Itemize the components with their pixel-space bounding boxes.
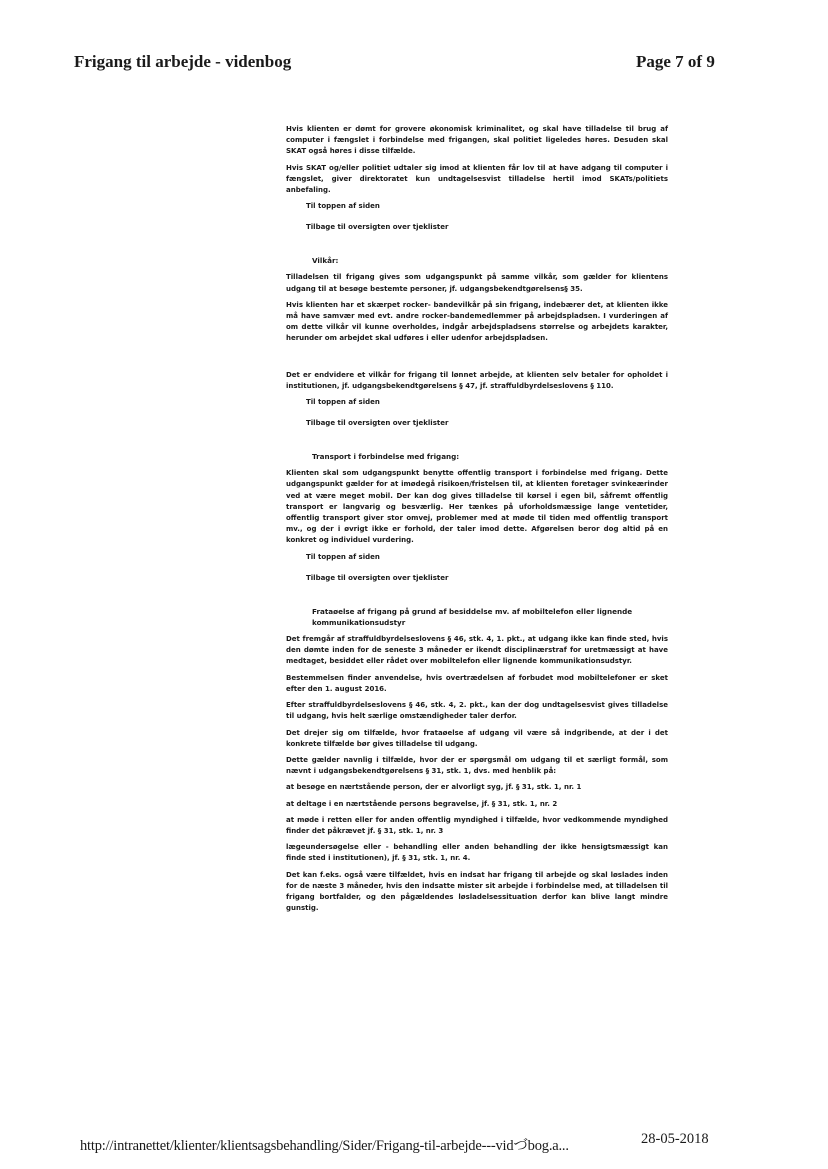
paragraph: Dette gælder navnlig i tilfælde, hvor der er spørgsmål om udgang til et særligt formål, som nævnt i udgangsbekendtgørelsens § 31, stk. 1, dvs. med henblik på: xyxy=(286,755,668,776)
document-title: Frigang til arbejde - videnbog xyxy=(74,52,292,71)
section-heading-fratagelse: Frataøelse af frigang på grund af besiddelse mv. af mobiltelefon eller lignende kommunikationsudstyr xyxy=(312,606,633,627)
footer-date: 28-05-2018 xyxy=(641,1131,709,1147)
link-to-top[interactable]: Til toppen af siden xyxy=(306,552,380,561)
paragraph: Det er endvidere et vilkår for frigang til lønnet arbejde, at klienten selv betaler for opholdet i institutionen, jf. udgangsbekendtgørelsens § 47, jf. straffuldbyrdelseslovens § 110. xyxy=(286,370,668,390)
link-back-to-overview[interactable]: Tilbage til oversigten over tjeklister xyxy=(306,419,449,428)
paragraph: Det fremgår af straffuldbyrdelseslovens § 46, stk. 4, 1. pkt., at udgang ikke kan finde sted, hvis den dømte inden for de seneste 3 måneder er ikendt disciplinærstraf for uretmæssigt at have medtaget, besiddet eller rådet over mobiltelefon eller lignende kommunikationsudstyr. xyxy=(286,635,668,666)
link-to-top[interactable]: Til toppen af siden xyxy=(306,202,380,211)
paragraph: Efter straffuldbyrdelseslovens § 46, stk. 4, 2. pkt., kan der dog undtagelsesvist gives tilladelse til udgang, hvis helt særlige omstændigheder taler derfor. xyxy=(286,701,668,721)
list-item: at deltage i en nærtstående persons begravelse, jf. § 31, stk. 1, nr. 2 xyxy=(286,799,558,808)
list-item: at møde i retten eller for anden offentlig myndighed i tilfælde, hvor vedkommende myndighed finder det påkrævet jf. § 31, stk. 1, nr. 3 xyxy=(286,815,668,835)
list-item: lægeundersøgelse eller - behandling eller anden behandling der ikke hensigtsmæssigt kan finde sted i institutionen), jf. § 31, stk. 1, nr. 4. xyxy=(286,843,668,863)
page-number: Page 7 of 9 xyxy=(636,52,715,71)
link-to-top[interactable]: Til toppen af siden xyxy=(306,398,380,407)
section-heading-transport: Transport i forbindelse med frigang: xyxy=(312,452,460,462)
paragraph: Hvis klienten er dømt for grovere økonomisk kriminalitet, og skal have tilladelse til brug af computer i fængslet i forbindelse med frigangen, skal politiet ligeledes høres. Desuden skal SKAT også høres i disse tilfælde. xyxy=(286,125,668,156)
link-back-to-overview[interactable]: Tilbage til oversigten over tjeklister xyxy=(306,573,449,582)
section-heading-vilkar: Vilkår: xyxy=(312,256,339,266)
paragraph: Bestemmelsen finder anvendelse, hvis overtrædelsen af forbudet mod mobiltelefoner er sket efter den 1. august 2016. xyxy=(286,673,668,693)
paragraph: Hvis klienten har et skærpet rocker- bandevilkår på sin frigang, indebærer det, at klienten ikke må have samvær med evt. andre rocker-bandemedlemmer på arbejdspladsen. I vurderingen af om dette vilkår vil kunne overholdes, indgår arbejdspladsens størrelse og arbejdets karakter, herunder om arbejdet skal udføres i eller udenfor arbejdspladsen. xyxy=(286,300,668,343)
paragraph: Klienten skal som udgangspunkt benytte offentlig transport i forbindelse med frigang. Dette udgangspunkt gælder for at imødegå risikoen/fristelsen til, at klienten foretager svinkeærinder ved at være meget mobil. Der kan dog gives tilladelse til kørsel i egen bil, såfremt offentlig transport er langvarig og besværlig. Her tænkes på uforholdsmæssige lange ventetider, offentlig transport giver stor omvej, problemer med at møde til tiden med offentlig transport mv., og der i øvrigt ikke er forhold, der taler imod dette. Afgørelsen beror dog altid på en konkret og individuel vurdering. xyxy=(286,469,668,545)
paragraph: Tilladelsen til frigang gives som udgangspunkt på samme vilkår, som gælder for klientens udgang til at besøge bestemte personer, jf. udgangsbekendtgørelsens§ 35. xyxy=(286,273,668,293)
list-item: at besøge en nærtstående person, der er alvorligt syg, jf. § 31, stk. 1, nr. 1 xyxy=(286,783,582,792)
link-back-to-overview[interactable]: Tilbage til oversigten over tjeklister xyxy=(306,223,449,232)
paragraph: Det kan f.eks. også være tilfældet, hvis en indsat har frigang til arbejde og skal løslades inden for de næste 3 måneder, hvis den indsatte mister sit arbejde i forbindelse med, at tilladelsen til frigang bortfalder, og den pågældendes løsladelsessituation derfor kan blive langt mindre gunstig. xyxy=(286,870,668,913)
paragraph: Det drejer sig om tilfælde, hvor frataøelse af udgang vil være så indgribende, at der i det konkrete tilfælde bør gives tilladelse til udgang. xyxy=(286,728,668,748)
footer-url: http://intranettet/klienter/klientsagsbehandling/Sider/Frigang-til-arbejde---vidづbog.a... xyxy=(80,1138,569,1154)
document-body xyxy=(286,124,668,919)
paragraph: Hvis SKAT og/eller politiet udtaler sig imod at klienten får lov til at have adgang til computer i fængslet, giver direktoratet kun undtagelsesvist tilladelse hertil imod SKATs/politiets anbefaling. xyxy=(286,163,668,195)
